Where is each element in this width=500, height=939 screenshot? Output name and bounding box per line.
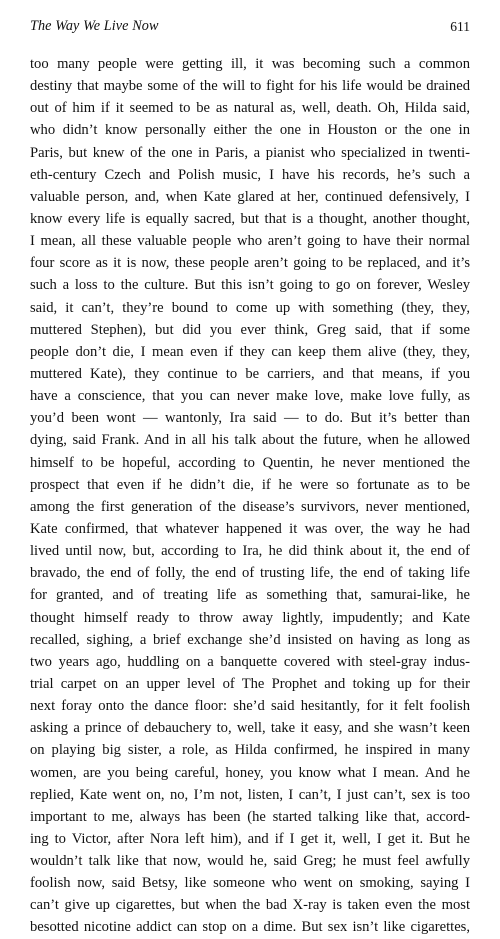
text-line: people don’t die, I mean even if they can keep them alive (they, they, <box>30 343 470 360</box>
text-line: valuable person, and, when Kate glared at her, continued defensively, I <box>30 188 470 205</box>
text-line: besotted nicotine addict can stop on a dime. But sex isn’t like cigarettes, <box>30 919 470 936</box>
text-line: wouldn’t talk like that now, would he, said Greg; he must feel awfully <box>30 853 470 870</box>
text-line: asking a prince of debauchery to, well, take it easy, and she wasn’t keen <box>30 720 470 737</box>
text-line: himself to be hopeful, according to Quentin, he never mentioned the <box>30 454 470 471</box>
text-line: recalled, sighing, a brief exchange she’d insisted on having as long as <box>30 631 470 648</box>
text-line: important to me, always has been (he started talking like that, accord- <box>30 808 470 825</box>
page-number: 611 <box>450 19 470 34</box>
text-line: destiny that maybe some of the will to fight for his life would be drained <box>30 78 470 95</box>
text-line: lived until now, but, according to Ira, he did think about it, the end of <box>30 543 470 560</box>
text-line: too many people were getting ill, it was becoming such a common <box>30 56 470 72</box>
body-paragraph <box>30 53 470 939</box>
text-line: ing to Victor, after Nora left him), and if I get it, well, I get it. But he <box>30 830 470 847</box>
text-line: prospect that even if he didn’t die, if he were so fortunate as to be <box>30 476 470 493</box>
text-line: muttered Stephen), but did you ever think, Greg said, that if some <box>30 321 470 338</box>
running-head <box>30 17 470 37</box>
text-line: dying, said Frank. And in all his talk about the future, when he allowed <box>30 432 470 449</box>
text-line: Kate confirmed, that whatever happened it was over, the way he had <box>30 520 470 537</box>
text-line: on playing big sister, a role, as Hilda confirmed, he inspired in many <box>30 742 470 759</box>
running-title: The Way We Live Now <box>30 18 159 34</box>
text-line: such a loss to the culture. But this isn’t going to go on forever, Wesley <box>30 277 470 294</box>
text-line: for granted, and of treating life as something that, samurai-like, he <box>30 587 470 604</box>
text-line: have a conscience, that you can never make love, make love fully, as <box>30 388 470 405</box>
text-line: trial carpet on an upper level of The Prophet and toking up for their <box>30 675 470 692</box>
text-line: I mean, all these valuable people who aren’t going to have their normal <box>30 233 470 250</box>
text-line: foolish now, said Betsy, like someone who went on smoking, saying I <box>30 875 470 892</box>
text-line: four score as it is now, these people aren’t going to be replaced, and it’s <box>30 255 470 272</box>
text-line: you’d been wont — wantonly, Ira said — to do. But it’s better than <box>30 410 470 427</box>
text-line: can’t give up cigarettes, but when the bad X-ray is taken even the most <box>30 897 470 914</box>
text-line: thought himself ready to throw away lightly, impudently; and Kate <box>30 609 470 626</box>
text-line: two years ago, huddling on a banquette covered with steel-gray indus- <box>30 653 470 670</box>
text-line: said, it can’t, they’re bound to come up with something (they, they, <box>30 299 470 316</box>
text-line: among the first generation of the disease’s survivors, never mentioned, <box>30 498 470 515</box>
text-line: muttered Kate), they continue to be carriers, and that means, if you <box>30 365 470 382</box>
text-line: women, are you being careful, honey, you know what I mean. And he <box>30 764 470 781</box>
text-line: eth-century Czech and Polish music, I have his records, he’s such a <box>30 166 470 183</box>
text-line: out of him if it seemed to be as natural as, well, death. Oh, Hilda said, <box>30 100 470 117</box>
text-line: know every life is equally sacred, but that is a thought, another thought, <box>30 210 470 227</box>
text-line: who didn’t know personally either the one in Houston or the one in <box>30 122 470 139</box>
text-line: replied, Kate went on, no, I’m not, listen, I can’t, I just can’t, sex is too <box>30 786 470 803</box>
text-line: next foray onto the dance floor: she’d said hesitantly, for it felt foolish <box>30 698 470 715</box>
text-line: bravado, the end of folly, the end of trusting life, the end of taking life <box>30 565 470 582</box>
text-line: Paris, but knew of the one in Paris, a pianist who specialized in twenti- <box>30 144 470 161</box>
